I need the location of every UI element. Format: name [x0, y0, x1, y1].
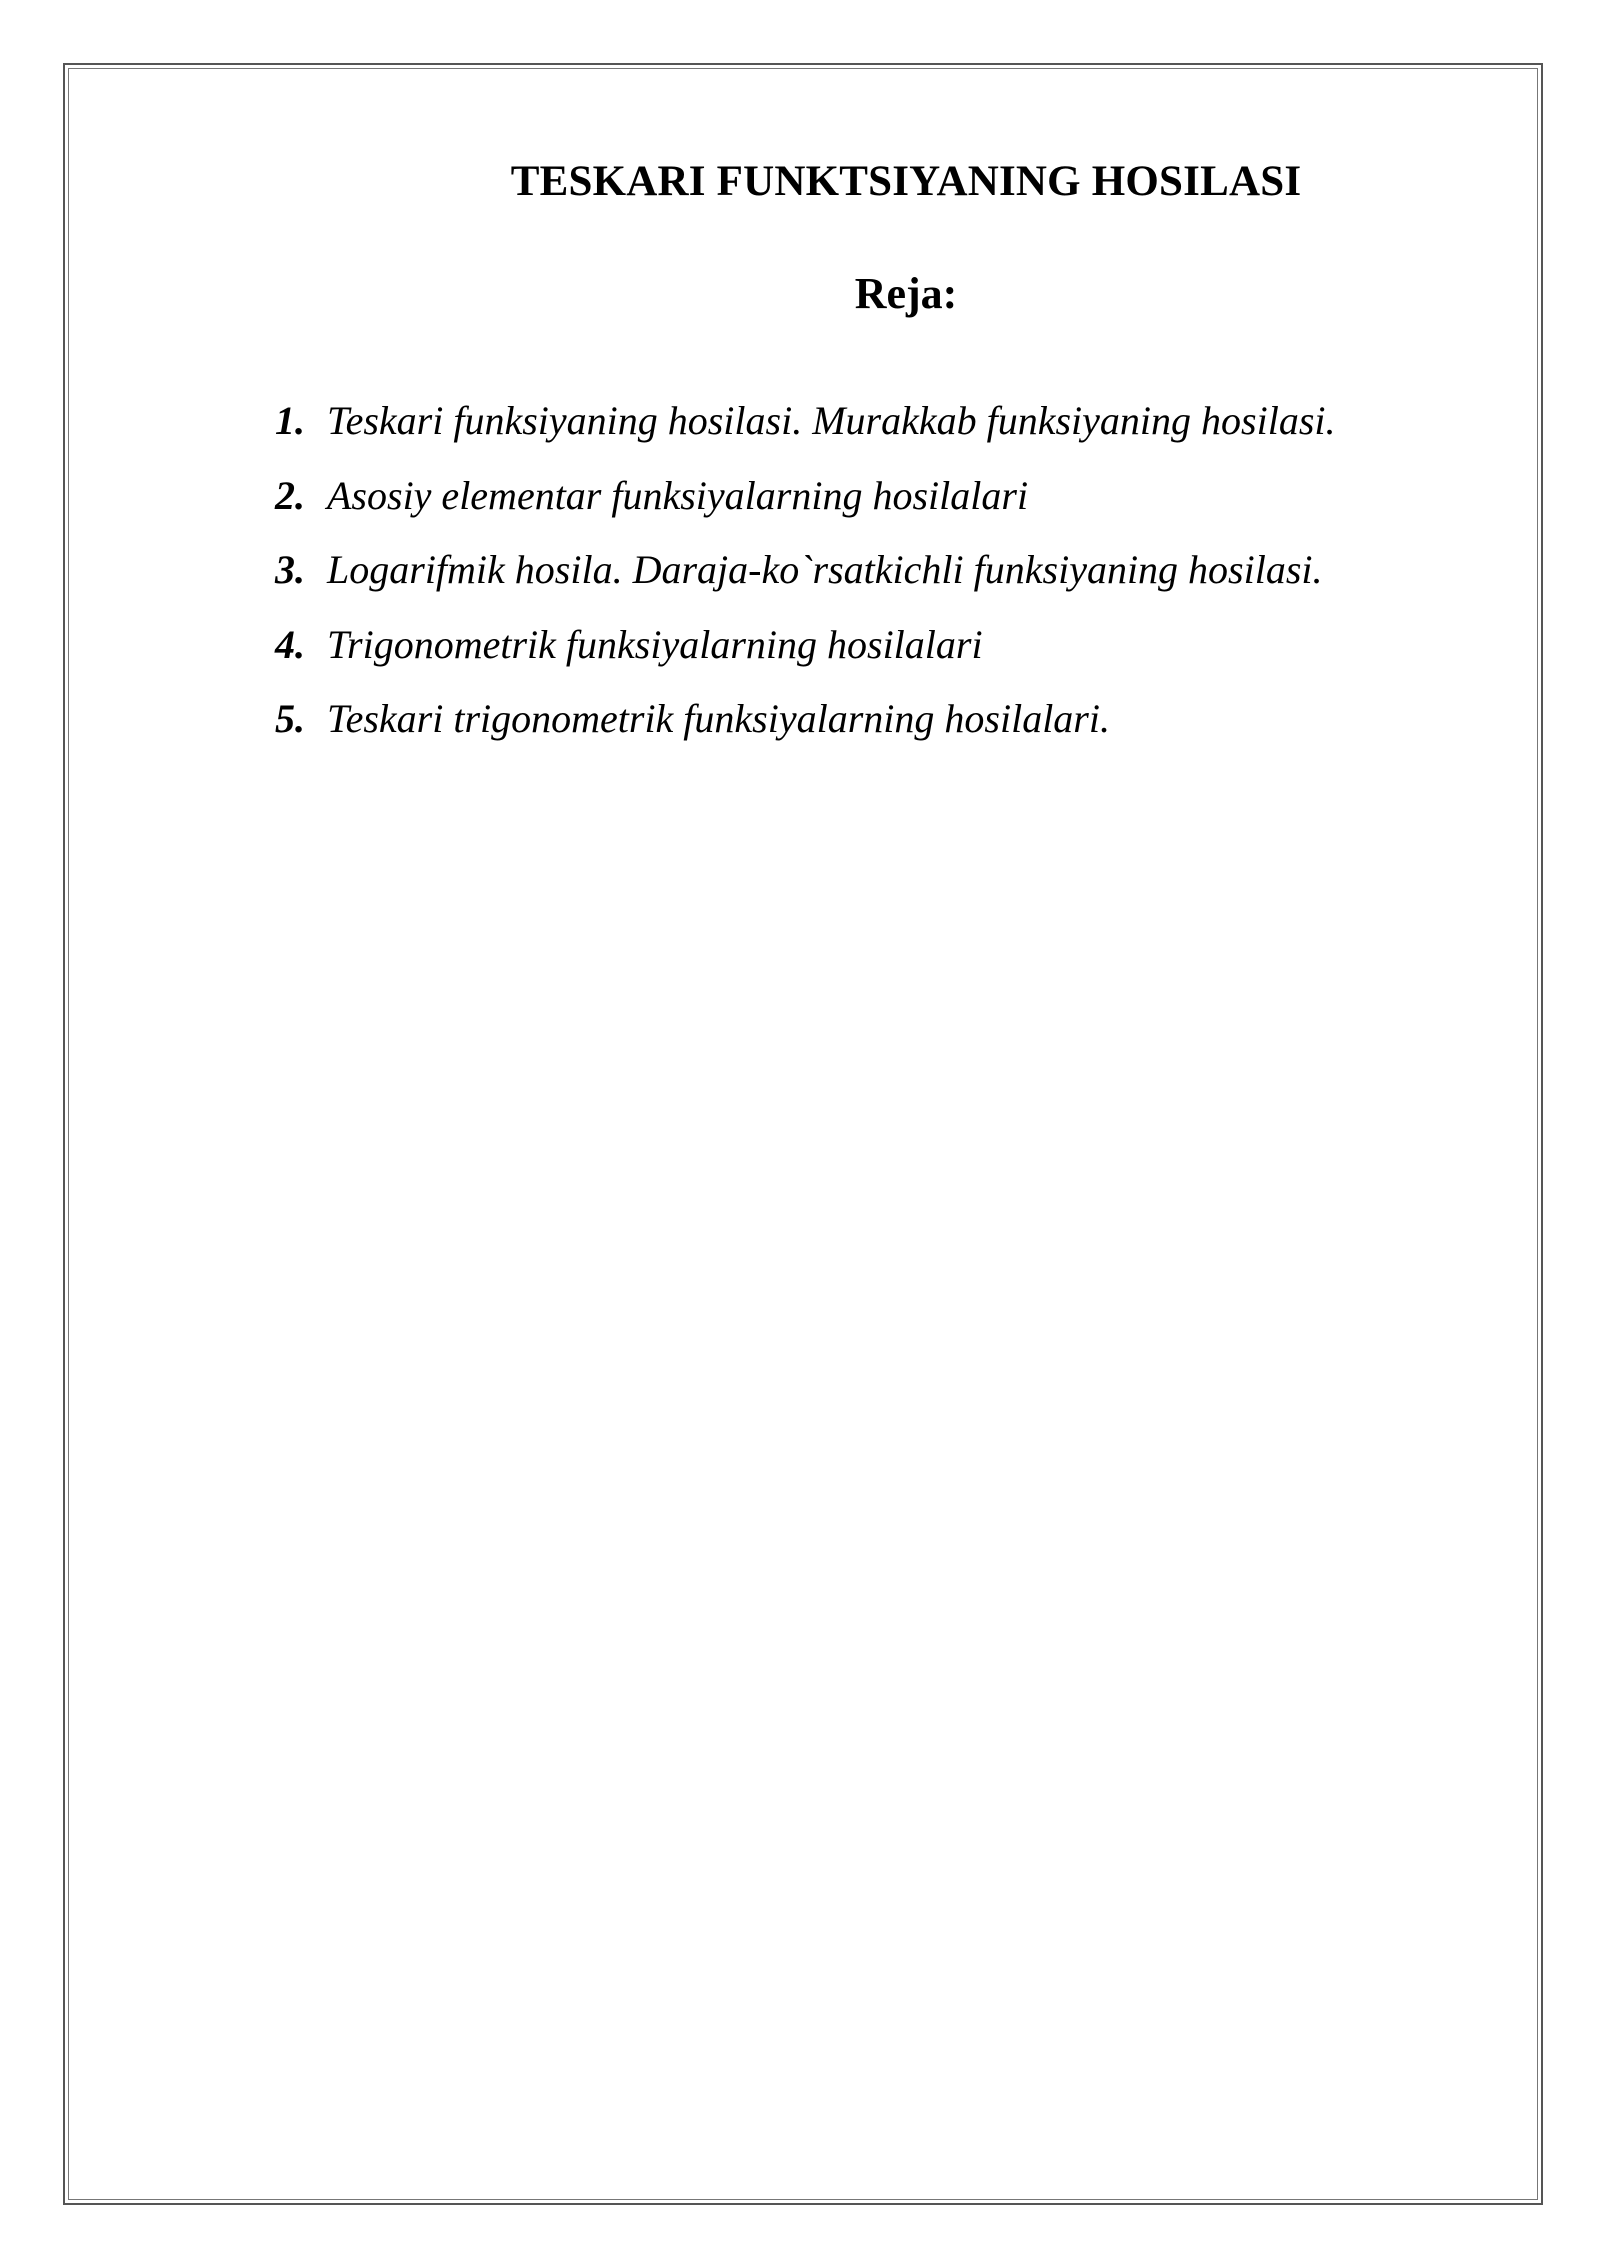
plan-list	[275, 395, 1336, 768]
plan-item-text: Asosiy elementar funksiyalarning hosilalari	[327, 472, 1029, 518]
plan-item	[275, 544, 1336, 619]
plan-heading: Reja:	[854, 269, 958, 318]
plan-item-number: 5.	[275, 696, 305, 741]
document-title: TESKARI FUNKTSIYANING HOSILASI	[510, 158, 1302, 205]
plan-item-text: Teskari funksiyaning hosilasi. Murakkab funksiyaning hosilasi.	[327, 398, 1336, 443]
plan-item-number: 3.	[275, 547, 305, 592]
plan-item-text: Teskari trigonometrik funksiyalarning hosilalari.	[327, 696, 1110, 741]
plan-item	[275, 693, 1336, 768]
plan-item-text: Logarifmik hosila. Daraja-ko`rsatkichli funksiyaning hosilasi.	[327, 547, 1323, 592]
plan-item	[275, 619, 1336, 694]
plan-item-text: Trigonometrik funksiyalarning hosilalari	[327, 621, 983, 667]
plan-item	[275, 470, 1336, 545]
plan-item-number: 4.	[275, 621, 305, 667]
plan-item-number: 2.	[275, 472, 305, 518]
plan-item-number: 1.	[275, 398, 305, 443]
plan-item	[275, 395, 1336, 470]
